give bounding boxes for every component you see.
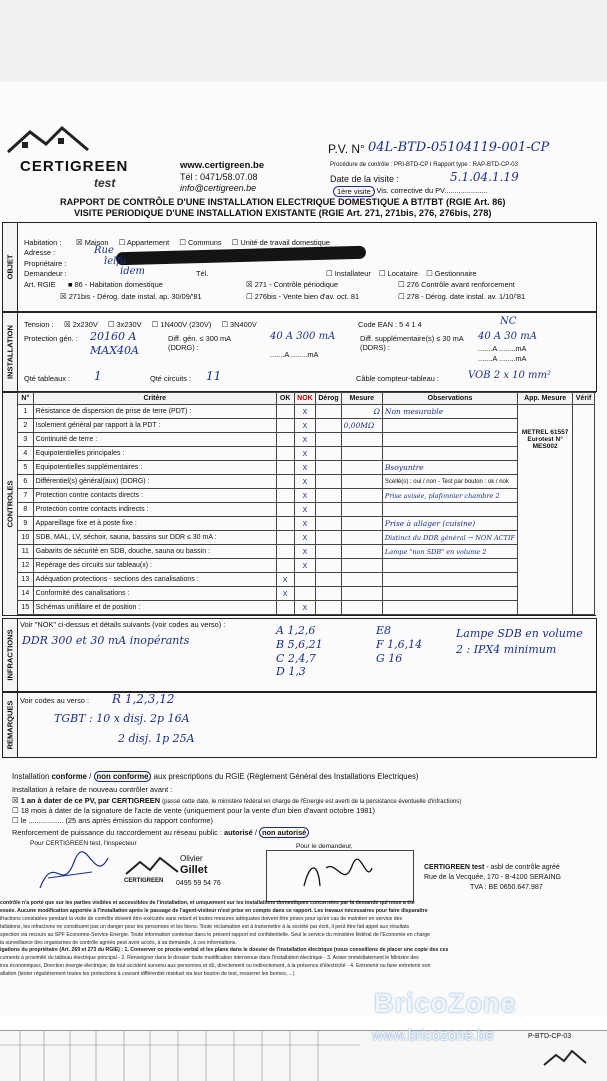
art-271bis: ☒ 271bis - Dérog. date instal. ap. 30/09/'81 [60,292,202,301]
col-header-derog: Dérog [316,393,341,405]
ean-label: Code EAN : 5 4 1 4 [358,320,422,329]
table-row: 5 Equipotentielles supplémentaires : X Bsoyuntre [18,461,595,475]
demandeur-value: idem [120,266,145,277]
ddrg-value: 40 A 300 mA [270,331,336,342]
col-header-mesure: Mesure [341,393,382,405]
option-2: ☐ 18 mois à dater de la signature de l'acte de vente (uniquement pour la vente d'un bien d'avant octobre 1981) [12,806,375,815]
protection-value2: MAX40A [90,344,139,357]
table-row: 2 Isolement général par rapport à la PDT : X 0,00MΩ [18,419,595,433]
watermark-name: BricoZone [374,988,517,1018]
brand-sub: test [94,176,116,190]
art-278: ☐ 278 - Dérog. date instal. av. 1/10/'81 [398,292,526,301]
document-sheet [0,82,607,1017]
table-row: 13 Adéquation protections - sections des canalisations : X [18,573,595,587]
table-row: 14 Conformité des canalisations : X [18,587,595,601]
inspecteur-label: Pour CERTIGREEN test, l'inspecteur [30,840,137,847]
role-options: ☐ Installateur ☐ Locataire ☐ Gestionnaire [326,269,477,278]
col-header-app-mesure: App. Mesure [518,393,573,405]
cable-value: VOB 2 x 10 mm² [468,370,552,381]
adresse-value: Rue [94,245,114,256]
infractions-codes-col2: E8 F 1,6,14 G 16 [376,624,423,665]
art-rgie-label: Art. RGIE [24,280,56,289]
tableaux-label: Qté tableaux : [24,374,71,383]
ddrs-unit-row3: .......A ........mA [478,354,527,363]
col-header-verif: Vérif [573,393,595,405]
tension-options: ☒ 2x230V ☐ 3x230V ☐ 1N400V (230V) ☐ 3N400V [64,320,257,329]
visit-corrective: - Vis. corrective du PV..................... [372,186,488,195]
table-row: 9 Appareillage fixe et à poste fixe : X Prise à allager (cuisine) [18,517,595,531]
remarques-line1: TGBT : 10 x disj. 2p 16A [54,712,190,725]
demandeur-label: Demandeur : [24,269,67,278]
infractions-note-right: Lampe SDB en volume 2 : IPX4 minimum [456,627,583,656]
controls-table [17,392,595,615]
remarques-label: REMARQUES [5,700,15,750]
col-header-observations: Observations [382,393,517,405]
option-3: ☐ le ................. (25 ans après émission du rapport conforme) [12,816,213,825]
next-page-table-lines-icon [0,1031,360,1081]
table-row: 7 Protection contre contacts directs : X Prise avisée, plafonnier chambre 2 [18,489,595,503]
table-row: 12 Repérage des circuits sur tableau(x) : X [18,559,595,573]
visit-date-label: Date de la visite : [330,174,400,184]
report-subtitle: VISITE PERIODIQUE D'UNE INSTALLATION EXISTANTE (RGIE Art. 271, 271bis, 276, 276bis, 278) [74,208,492,218]
adresse-label: Adresse : [24,248,56,257]
habitation-label: Habitation : [24,238,62,247]
table-row: 6 Différentiel(s) général(aux) (DDRG) : X Scellé(s) : oui / non - Test par bouton : ok / nok [18,475,595,489]
conformity-line: Installation conforme / non conforme aux prescriptions du RGIE (Règlement Général des Installations Electriques) [12,772,419,781]
controles-label: CONTROLES [5,480,15,528]
art-271: ☒ 271 - Contrôle périodique [246,280,339,289]
circuits-value: 11 [206,369,222,383]
company-tva: TVA : BE 0650.647.987 [470,884,543,891]
top-blank-band [0,0,607,82]
website: www.certigreen.be [180,160,265,171]
remarques-line2: 2 disj. 1p 25A [118,732,195,745]
col-header-ok: OK [276,393,294,405]
stamp-brand: CERTIGREEN [124,878,164,884]
table-row: 10 SDB, MAL, LV, séchoir, sauna, bassins sur DDR ≤ 30 mA : X Distinct du DDR général → NON ACTIF [18,531,595,545]
infractions-codes-col1: A 1,2,6 B 5,6,21 C 2,4,7 D 1,3 [276,624,323,679]
tel-label: Tél. [196,269,209,278]
table-row: 11 Gabarits de sécurité en SDB, douche, sauna ou bassin : X Lampe "non SDB" en volume 2 [18,545,595,559]
report-title: RAPPORT DE CONTRÔLE D'UNE INSTALLATION ELECTRIQUE DOMESTIQUE A BT/TBT (RGIE Art. 86) [60,197,506,207]
col-header-n: N° [18,393,34,405]
ddrs-label: Diff. supplémentaire(s) ≤ 30 mA (DDRS) : [360,334,464,352]
phone: Tél : 0471/58.07.08 [180,172,258,182]
remarques-section [2,692,597,758]
app-mesure-cell: METREL 61557 Eurotest N° MES002 [518,405,573,615]
email: info@certigreen.be [180,183,257,193]
ddrg-label: Diff. gén. ≤ 300 mA (DDRG) : [168,334,231,353]
pv-label: P.V. N° [328,142,365,156]
ddrg-unit-row2: .......A ........mA [270,350,319,359]
remarques-intro: Voir codes au verso : [20,696,90,705]
infractions-label: INFRACTIONS [5,629,15,681]
tableaux-value: 1 [94,369,102,383]
next-page-strip [0,1030,607,1081]
proprietaire-value: lelfu [104,256,127,267]
ddrs-value: 40 A 30 mA [478,331,537,342]
cable-label: Câble compteur-tableau : [356,374,439,383]
table-row: 4 Equipotentielles principales : X [18,447,595,461]
inspecteur-signature-icon [34,848,114,898]
option-1: ☒ 1 an à dater de ce PV, par CERTIGREEN (passé cette date, le ministère fédéral en charge de l'Energie est averti de la persistance éventuelle d'infractions) [12,796,462,805]
ddrs-unit-row2: .......A ........mA [478,344,527,353]
procedure-ref: Procédure de contrôle : PRI-BTD-CP I Rapport type : RAP-BTD-CP-03 [330,162,518,168]
circuits-label: Qté circuits : [150,374,192,383]
renforcement-line: Renforcement de puissance du raccordement au réseau public : autorisé / non autorisé [12,828,309,837]
art-86: ■ 86 - Habitation domestique [68,280,163,289]
col-header-critere: Critère [33,393,276,405]
house-logo-icon [4,118,94,162]
infractions-intro: Voir "NOK" ci-dessus et détails suivants (voir codes au verso) : [20,620,226,629]
table-row: 15 Schémas unifilaire et de position : X [18,601,595,615]
company-name: CERTIGREEN test - asbl de contrôle agréé [424,864,560,871]
demandeur-signature-icon [296,856,376,896]
inspecteur-surname: Gillet [180,864,208,876]
brand-name: CERTIGREEN [20,158,129,175]
protection-value1: 20160 A [90,330,137,343]
watermark-url: www.bricozone.be [372,1027,494,1044]
remarques-codes: R 1,2,3,12 [112,692,175,706]
objet-label: OBJET [5,254,15,280]
inspecteur-name: Olivier [180,854,203,863]
visit-type: 1ère visite [333,186,375,197]
ean-value: NC [500,316,517,327]
tension-label: Tension : [24,320,54,329]
table-header-row [18,393,595,405]
table-row: 1 Résistance de dispersion de prise de terre (PDT) : X Ω Non mesurable METREL 61557 Eurotest N° MES002 [18,405,595,419]
refaire-line: Installation à refaire de nouveau contrôler avant : [12,785,173,794]
table-row: 8 Protection contre contacts indirects : X [18,503,595,517]
proprietaire-label: Propriétaire : [24,259,67,268]
inspecteur-phone: 0495 59 54 76 [176,880,221,887]
art-276bis: ☐ 276bis - Vente bien d'av. oct. 81 [246,292,360,301]
visit-date: 5.1.04.1.19 [450,170,519,184]
infractions-note-left: DDR 300 et 30 mA inopérants [22,634,190,647]
next-page-code: P-BTD-CP-03 [528,1033,572,1040]
installation-label: INSTALLATION [5,325,15,379]
next-page-logo-icon [540,1043,590,1073]
pv-number: 04L-BTD-05104119-001-CP [368,140,550,155]
protection-label: Protection gén. : [24,334,78,343]
demandeur-sign-label: Pour le demandeur, [296,843,353,850]
table-row: 3 Continuité de terre : X [18,433,595,447]
legal-text: contrôle n'a porté que sur les parties visibles et accessibles de l'installation, et uniquement sur les installations domestiques concernées par la demande qui nous a été essée. Aucune modification apportée à l'installation après le passage de l'agent-visiteur n'est prise en compte dans ce rapport. Les travaux nécessaires pour faire disparaître ifractions constatées pendant la visite de contrôle doivent être exécutés sans retard et toutes mesures adéquates doivent être prises pour qu'en cas de maintien en service des tallations, les infractions ne constituent pas un danger pour les personnes et les biens. Toute réclamation est à transmettre à la société par écrit, il peut être fait appel aux résultats spection via recours au SPF Economie-Service Energie. Toute information contenue dans le présent rapport est confidentielle. Seul le service du ministère fédéral de l'Economie en charge la surveillance des organismes de contrôle agréés peut avoir accès, à sa demande, à ces informations. igations du propriétaire (Art. 269 et 273 du RGIE) : 1. Conserver ce procès-verbal et les plans dans le dossier de l'installation électrique (nous conseillons de placer une copie des ces cuments à proximité du tableau électrique principal - 2. Renseigner dans le dossier toute modification intervenue dans l'installation électrique - 3. Aviser immédiatement le Ministre des ires économiques, Direction énergie électrique, de tout accident survenu aux personnes et dû, directement ou indirectement, à la présence d'électricité - 4. Entretenir ou faire entretenir son allation (tester régulièrement toutes les protections à courant différentiel résiduel via leur bouton de test, resserrer les bornes, ...) [0,900,449,978]
habitation-options: ☒ Maison ☐ Appartement ☐ Communs ☐ Unité de travail domestique [76,238,330,247]
art-276: ☐ 276 Contrôle avant renforcement [398,280,515,289]
col-header-nok: NOK [294,393,316,405]
company-address: Rue de la Vecquée, 170 - B-4100 SERAING [424,874,561,881]
